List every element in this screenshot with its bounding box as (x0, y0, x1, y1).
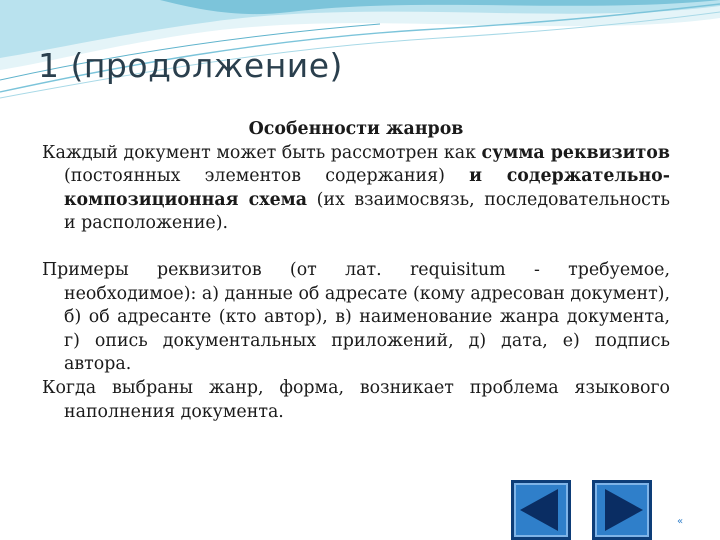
bold-term-composition-scheme: и содержательно-композиционная схема (64, 166, 670, 210)
triangle-right-icon (595, 483, 649, 537)
previous-slide-button[interactable] (511, 480, 571, 540)
section-heading: Особенности жанров (248, 119, 464, 139)
text-run: Каждый документ может быть рассмотрен как (42, 142, 482, 163)
paragraph-requisites-definition (42, 142, 670, 236)
slide-title: 1 (продолжение) (38, 46, 343, 85)
bold-term-requisites-sum: сумма реквизитов (481, 142, 670, 163)
text-run: (постоянных элементов содержания) (64, 166, 470, 187)
slide-body (42, 118, 670, 424)
triangle-left-icon (514, 483, 568, 537)
paragraph-requisites-examples: Примеры реквизитов (от лат. requisitum - требуемое, необходимое): а) данные об адресате (кому адресован документ), б) об адресанте (кто автор), в) наименование жанра документа, г) опись документальных приложений, д) дата, е) подпись автора. (42, 259, 670, 375)
text-run: (их взаимосвязь, последовательность и расположение). (64, 189, 670, 234)
paragraph-language-filling: Когда выбраны жанр, форма, возникает проблема языкового наполнения документа. (42, 377, 670, 422)
page-mark: « (677, 516, 684, 527)
next-slide-button[interactable] (592, 480, 652, 540)
